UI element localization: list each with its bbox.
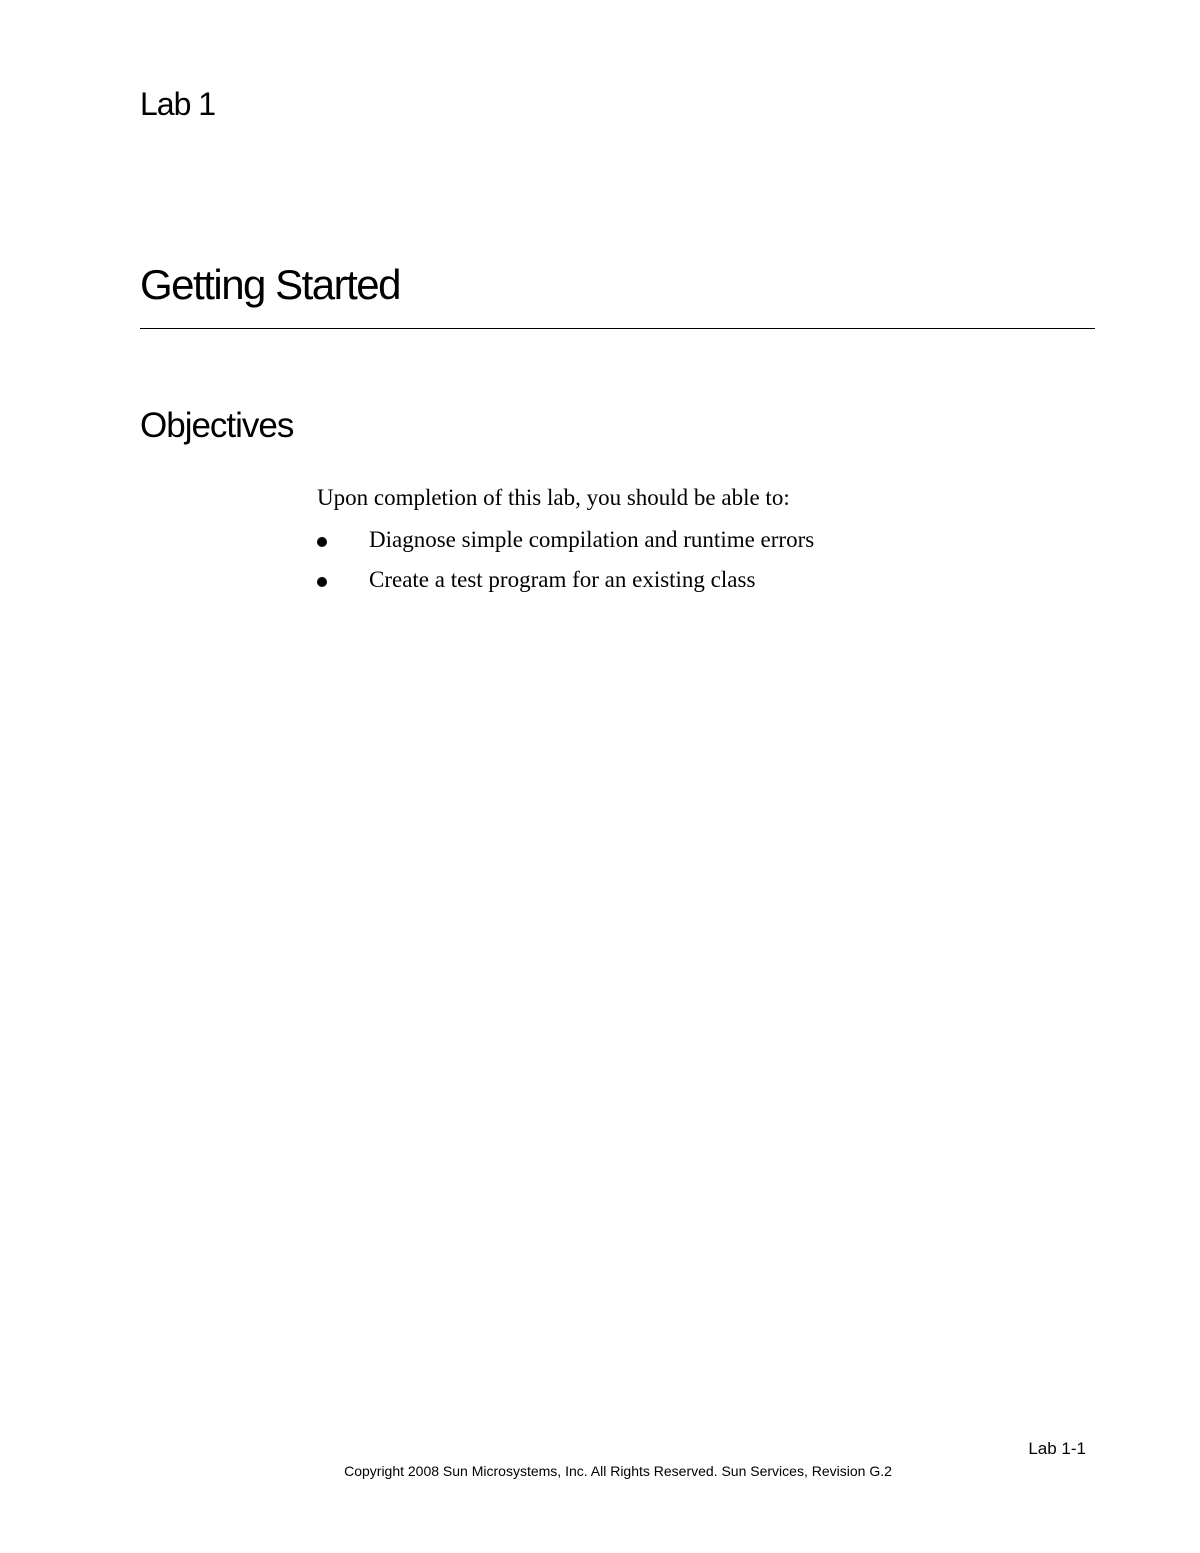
bullet-icon [317,537,327,547]
chapter-title: Getting Started [140,261,400,308]
title-divider [140,328,1095,329]
objectives-intro: Upon completion of this lab, you should be able to: [317,485,790,510]
page-number: Lab 1-1 [1028,1439,1086,1458]
bullet-icon [317,577,327,587]
objectives-heading: Objectives [140,406,294,445]
lab-label: Lab 1 [140,86,216,122]
objective-text: Create a test program for an existing class [369,567,756,592]
copyright-notice: Copyright 2008 Sun Microsystems, Inc. All Rights Reserved. Sun Services, Revision G.2 [344,1463,892,1479]
objective-text: Diagnose simple compilation and runtime errors [369,527,815,552]
